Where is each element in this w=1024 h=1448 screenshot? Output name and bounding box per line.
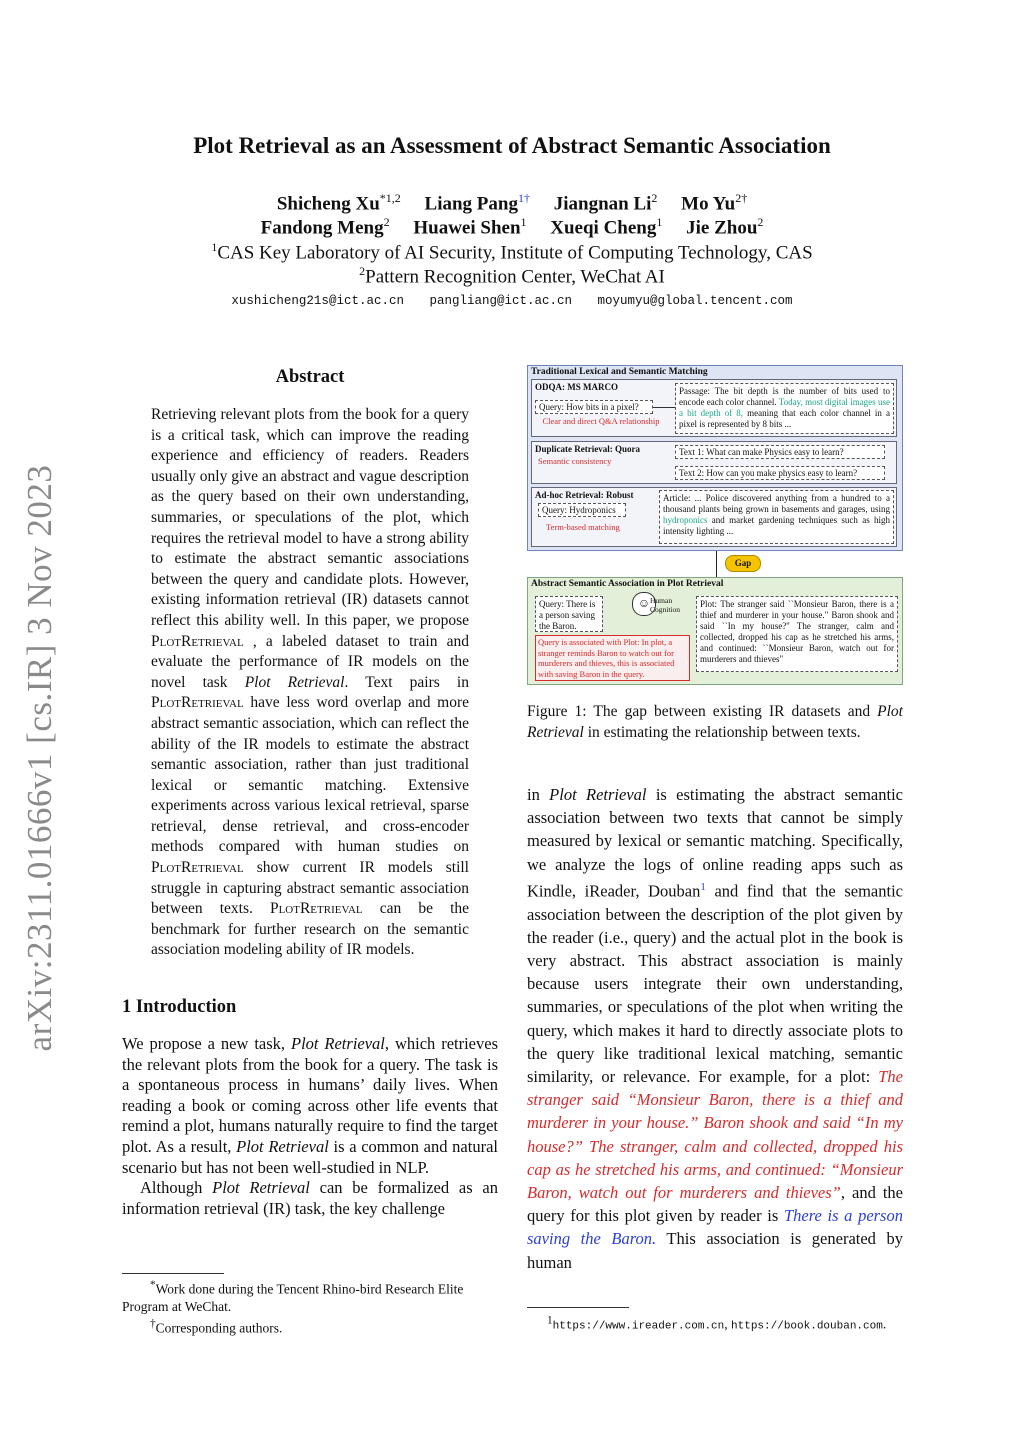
human-cognition-label: Human Cognition [650, 596, 681, 614]
duplicate-text-2: Text 2: How can you make physics easy to learn? [675, 466, 885, 480]
odqa-title: ODQA: MS MARCO [535, 382, 618, 392]
abstract-association-panel [527, 577, 903, 685]
footnote-url[interactable]: https://www.ireader.com.cn [552, 1320, 725, 1333]
example-plot: The stranger said “Monsieur Baron, there is a thief and murderer in your house.” Baron shook and said “In my house?” The stranger, calm and collected, dropped his cap as he stretched his arms, and continued: “Monsieur Baron, watch out for murderers and thieves” [527, 1066, 903, 1202]
gap-arrow [716, 551, 717, 577]
footnote-rule [122, 1273, 224, 1274]
odqa-passage: Passage: The bit depth is the number of bits used to encode each color channel. Today, most digital images use a bit depth of 8, meaning that each color channel in a pixel is represented by 8 bits ... [675, 383, 894, 434]
author: Fandong Meng [260, 217, 384, 239]
odqa-box [531, 379, 897, 437]
adhoc-relation-label: Term-based matching [546, 522, 620, 532]
odqa-relation-label: Clear and direct Q&A relationship [542, 416, 660, 426]
email-link[interactable]: xushicheng21s@ict.ac.cn [231, 294, 404, 308]
panel-title: Traditional Lexical and Semantic Matching [531, 367, 708, 377]
author: Xueqi Cheng [550, 217, 657, 239]
duplicate-relation-label: Semantic consistency [538, 456, 612, 466]
author: Shicheng Xu [276, 193, 380, 215]
figure-1-caption: Figure 1: The gap between existing IR datasets and Plot Retrieval in estimating the relationship between texts. [527, 703, 903, 741]
connector-line [653, 407, 675, 408]
email-link[interactable]: pangliang@ict.ac.cn [429, 294, 572, 308]
traditional-matching-panel [527, 365, 903, 551]
right-column-body: in Plot Retrieval is estimating the abstract semantic association between two texts that cannot be simply measured by lexical or semantic matching. Specifically, we analyze the logs of online reading apps such as Kindle, iReader, Douban$^1$ and find that the semantic association between the description of the plot given by the reader (i.e., query) and the actual plot in the book is very abstract. This abstract association is mainly because users integrate their own understanding, summaries, or speculations of the plot when writing the query, which makes it hard to directly associate plots to the query like traditional lexical matching, semantic similarity, or relevance. For example, for a plot: The stranger said “Monsieur Baron, there is a thief and murderer in your house.” Baron shook and said “In my house?” The stranger, calm and collected, dropped his cap as he stretched his arms, and continued: “Monsieur Baron, watch out for murderers and thieves”, and the query for this plot given by reader is There is a person saving the Baron. This association is generated by human [527, 785, 904, 1272]
footnote-right: $^1$https://www.ireader.com.cn, https://book.douban.com. [547, 1314, 887, 1333]
affiliation-2: $^2$Pattern Recognition Center, WeChat AI [359, 264, 665, 288]
arxiv-sidebar-stamp: arXiv:2311.01666v1 [cs.IR] 3 Nov 2023 [20, 464, 59, 1052]
adhoc-title: Ad-hoc Retrieval: Robust [535, 490, 634, 500]
intro-paragraph-1: We propose a new task, Plot Retrieval, which retrieves the relevant plots from the book for a query. The task is a spontaneous process in humans’ daily lives. When reading a book or coming across other life events that remind a plot, humans naturally require to find the target plot. As a result, Plot Retrieval is a common and natural scenario but has not been well-studied in NLP. [122, 1034, 498, 1177]
email-link[interactable]: moyumyu@global.tencent.com [597, 294, 793, 308]
section-heading-introduction: 1 Introduction [122, 997, 237, 1017]
authors-line-2: Fandong Meng$^2$ Huawei Shen$^1$ Xueqi Cheng$^1$ Jie Zhou$^2$ [260, 215, 764, 239]
intro-body [122, 1034, 498, 1219]
abstract-heading: Abstract [275, 367, 345, 387]
author: Mo Yu [681, 193, 736, 215]
gap-badge: Gap [725, 555, 761, 572]
example-query: There is a person saving the Baron. [527, 1206, 903, 1249]
author-emails [0, 294, 1024, 308]
author: Liang Pang [424, 193, 518, 215]
footnote-url[interactable]: https://book.douban.com [731, 1320, 883, 1333]
affiliation-1: $^1$CAS Key Laboratory of AI Security, Institute of Computing Technology, CAS [211, 240, 813, 264]
intro-paragraph-2: Although Plot Retrieval can be formalized as an information retrieval (IR) task, the key challenge [122, 1178, 498, 1218]
odqa-query: Query: How bits in a pixel? [535, 400, 653, 414]
duplicate-title: Duplicate Retrieval: Quora [535, 444, 640, 454]
duplicate-text-1: Text 1: What can make Physics easy to learn? [675, 445, 885, 459]
plot-text: Plot: The stranger said ``Monsieur Baron, there is a thief and murderer in your house." Baron shook and said ``In my house?" The stranger, calm and collected, dropped his cap as he stretched his arms, and continued: ``Monsieur Baron, watch out for murderers and thieves" [696, 596, 898, 672]
brain-icon: ☺ [632, 592, 656, 616]
author: Huawei Shen [413, 217, 521, 239]
paper-title: Plot Retrieval as an Assessment of Abstract Semantic Association [193, 133, 831, 158]
figure-1 [527, 365, 903, 687]
footnotes-left: *Work done during the Tencent Rhino-bird Research Elite Program at WeChat. †Corresponding authors. [122, 1279, 464, 1335]
plot-query: Query: There is a person saving the Baron. [535, 596, 603, 632]
adhoc-query: Query: Hydroponics [538, 503, 626, 517]
footnote-marker[interactable]: 1 [700, 880, 706, 893]
author: Jiangnan Li [553, 193, 652, 215]
duplicate-box [531, 441, 897, 484]
plot-association-note: Query is associated with Plot: In plot, a stranger reminds Baron to watch out for murderers and thieves, this is associated with saving Baron in the query. [535, 635, 690, 681]
adhoc-article: Article: ... Police discovered anything from a hundred to a thousand plants being grown in basements and garages, using hydroponics and market gardening techniques such as high intensity lighting ... [659, 490, 894, 544]
footnote-rule [527, 1307, 629, 1308]
adhoc-box [531, 487, 897, 547]
abstract-body: Retrieving relevant plots from the book for a query is a critical task, which can improve the reading experience and efficiency of readers. Readers usually only give an abstract and vague description as the query based on their own understanding, summaries, or speculations of the plot, which requires the retrieval model to have a strong ability to estimate the abstract semantic associations between the query and candidate plots. However, existing information retrieval (IR) datasets cannot reflect this ability well. In this paper, we propose PlotRetrieval , a labeled dataset to train and evaluate the performance of IR models on the novel task Plot Retrieval. Text pairs in PlotRetrieval have less word overlap and more abstract semantic association, which can reflect the ability of the IR models to estimate the abstract semantic association, rather than just traditional lexical or semantic matching. Extensive experiments across various lexical retrieval, sparse retrieval, dense retrieval, and cross-encoder methods compared with human studies on PlotRetrieval show current IR models still struggle in capturing abstract semantic association between texts. PlotRetrieval can be the benchmark for further research on the semantic association modeling ability of IR models. [151, 406, 469, 959]
authors-line-1: Shicheng Xu$^{*1,2}$ Liang Pang$^{1\dagger}$ Jiangnan Li$^2$ Mo $Yu^{2\dagger}$ [276, 191, 748, 215]
author: Jie Zhou [686, 217, 758, 239]
panel-title: Abstract Semantic Association in Plot Retrieval [531, 579, 724, 589]
